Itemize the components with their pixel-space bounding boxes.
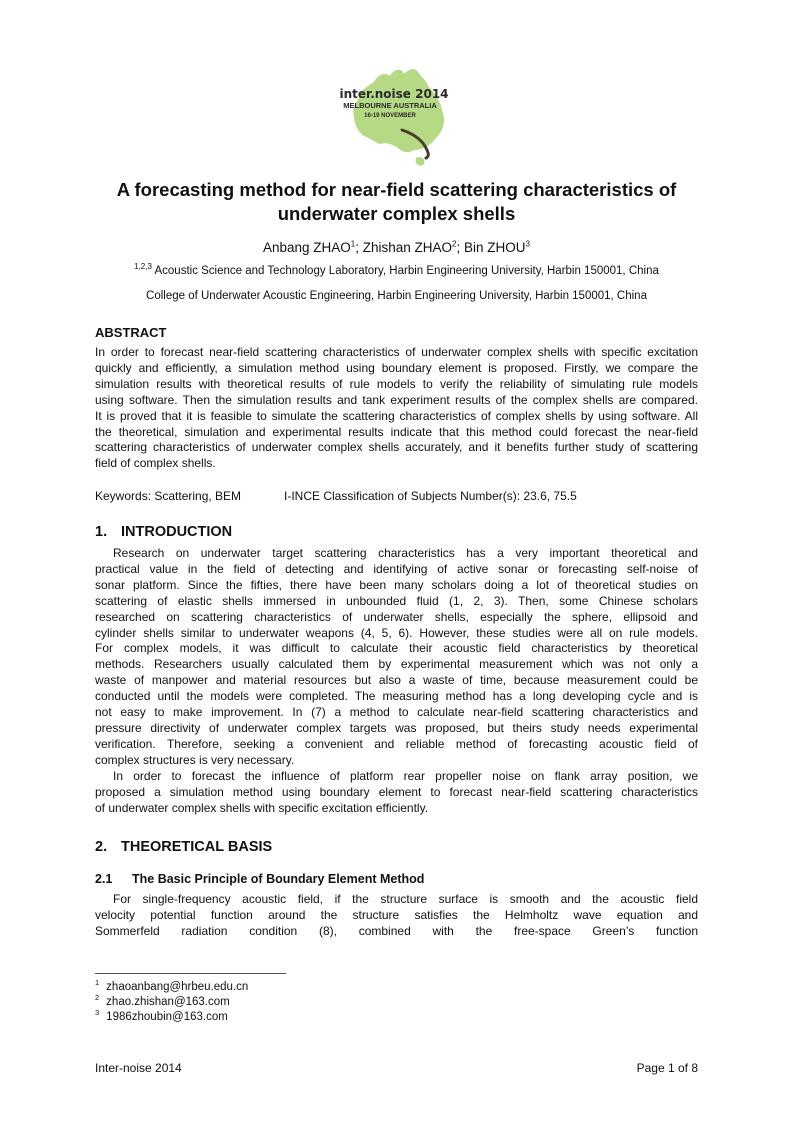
- classification: I-INCE Classification of Subjects Number(s): 23.6, 75.5: [284, 489, 577, 503]
- intro-line: practical value in the field of detecting and identifying of active sonar or forecasting self-noise of: [95, 561, 698, 576]
- section-title: THEORETICAL BASIS: [121, 839, 273, 855]
- footnote-mark: 2: [95, 993, 100, 1003]
- intro-line: conducted until the models were completed. The measuring method has a long developing cycle and is: [95, 689, 698, 704]
- author-sup: 3: [525, 239, 530, 249]
- footnote-mark: 3: [95, 1008, 100, 1018]
- affiliation-2: College of Underwater Acoustic Engineering, Harbin Engineering University, Harbin 150001, China: [146, 290, 647, 302]
- author-sup: 2: [452, 239, 457, 249]
- abstract-line: using software. Then the simulation results and tank experiment results of the complex shells are compared.: [95, 392, 698, 407]
- section-number: 1.: [95, 524, 108, 540]
- intro-line: sonar platform. Since the fifties, there have been many scholars doing a lot of theoretical studies on: [95, 577, 698, 592]
- logo-line1: inter.noise 2014: [339, 87, 449, 101]
- author-name: Zhishan ZHAO: [362, 240, 453, 255]
- footer-conference: Inter-noise 2014: [95, 1061, 182, 1075]
- paper-title: [60, 178, 733, 226]
- subsection-number: 2.1: [95, 872, 113, 886]
- intro-line: researched on scattering characteristics of underwater shells, especially the sphere, ellipsoid and: [95, 609, 698, 624]
- subsection-title: The Basic Principle of Boundary Element Method: [132, 872, 425, 886]
- conference-logo: [330, 60, 460, 170]
- intro-line: proposed a simulation method using boundary element to forecast near-field scattering characteristics: [95, 784, 698, 799]
- author-sup: 1: [350, 239, 356, 249]
- intro-line: methods. Researchers usually calculated them by experimental measurement which was not only a: [95, 657, 698, 672]
- section-heading-theoretical-basis: [95, 839, 272, 855]
- abstract-line: scattering characteristics of underwater complex shells accurately, and it benefits further study of scattering: [95, 440, 698, 455]
- intro-line: of underwater complex shells with specific excitation efficiently.: [95, 800, 429, 815]
- author-separator: ;: [456, 240, 465, 255]
- intro-line: In order to forecast the influence of platform rear propeller noise on flank array position, we: [113, 768, 698, 783]
- australia-map-logo: [330, 60, 460, 170]
- intro-line: verification. Therefore, seeking a convenient and reliable method of forecasting acoustic field of: [95, 736, 698, 751]
- footnote-2: [95, 993, 230, 1008]
- intro-line: waste of manpower and material resources but also a waste of time, because measurement could be: [95, 673, 698, 688]
- abstract-body: [95, 345, 698, 472]
- section-number: 2.: [95, 839, 108, 855]
- footnote-email: zhaoanbang@hrbeu.edu.cn: [106, 981, 249, 993]
- author-name: Bin ZHOU: [464, 240, 526, 255]
- affiliation-1: [40, 262, 753, 277]
- abstract-line: In order to forecast near-field scattering characteristics of underwater complex shells with specific excitation: [95, 345, 698, 359]
- keywords: Keywords: Scattering, BEM: [95, 489, 242, 503]
- abstract-line: quickly and efficiently, a simulation method using boundary element is proposed. Firstly, we compare the: [95, 360, 698, 375]
- footnote-divider: [95, 973, 286, 974]
- abstract-line: field of complex shells.: [95, 456, 216, 471]
- theory-line: For single-frequency acoustic field, if the structure surface is smooth and the acoustic field: [113, 892, 698, 906]
- intro-line: pressure directivity of underwater complex targets was proposed, but theirs study needs experimental: [95, 720, 698, 735]
- section-heading-introduction: [95, 524, 232, 540]
- footnote-3: [95, 1008, 228, 1023]
- tasmania-shape: [416, 157, 425, 165]
- intro-line: complex structures is very necessary.: [95, 752, 295, 767]
- author-separator: ;: [355, 240, 363, 255]
- title-line-2: underwater complex shells: [277, 203, 516, 224]
- footnote-email: 1986zhoubin@163.com: [106, 1011, 228, 1023]
- author-list: [60, 240, 733, 255]
- footnote-mark: 1: [95, 978, 100, 988]
- theory-line: velocity potential function around the structure satisfies the Helmholtz wave equation and: [95, 907, 698, 922]
- intro-line: For complex models, it was difficult to calculate their acoustic field characteristics by theoretical: [95, 641, 698, 656]
- section-title: INTRODUCTION: [121, 524, 233, 540]
- abstract-line: It is proved that it is feasible to simulate the scattering characteristics of complex shells by using software. All: [95, 408, 698, 423]
- intro-line: cylinder shells similar to underwater weapons (4, 5, 6). However, these studies were all on rule models.: [95, 625, 698, 640]
- footer-page-number: Page 1 of 8: [636, 1061, 698, 1075]
- abstract-heading: ABSTRACT: [95, 325, 167, 340]
- affiliation-text: Acoustic Science and Technology Laboratory, Harbin Engineering University, Harbin 150001, China: [151, 265, 659, 277]
- australia-map-shape: [353, 69, 444, 152]
- subsection-2-1-body: [95, 892, 698, 940]
- abstract-line: simulation results with theoretical results of rule models to verify the reliability of simulating rule models: [95, 376, 698, 391]
- footnote-email: zhao.zhishan@163.com: [106, 996, 230, 1008]
- author-name: Anbang ZHAO: [263, 240, 351, 255]
- subsection-heading-2-1: [95, 872, 424, 886]
- abstract-line: the theoretical, simulation and experimental results indicate that this method could forecast the near-field: [95, 424, 698, 439]
- intro-line: scattering of elastic shells immersed in unbounded fluid (1, 2, 3). Then, some Chinese scholars: [95, 593, 698, 608]
- title-line-1: A forecasting method for near-field scattering characteristics of: [116, 179, 677, 200]
- theory-line: Sommerfeld radiation condition (8), combined with the free-space Green’s function: [95, 923, 698, 938]
- logo-line3: 16-19 NOVEMBER: [364, 113, 416, 119]
- introduction-body: [95, 546, 698, 816]
- intro-line: Research on underwater target scattering characteristics has a very important theoretical and: [113, 546, 698, 560]
- logo-line2: MELBOURNE AUSTRALIA: [343, 101, 437, 110]
- footnote-1: [95, 978, 249, 993]
- affiliation-sup: 1,2,3: [134, 262, 152, 272]
- intro-line: not easy to make improvement. In (7) a method to calculate near-field scattering characteristics and: [95, 705, 698, 720]
